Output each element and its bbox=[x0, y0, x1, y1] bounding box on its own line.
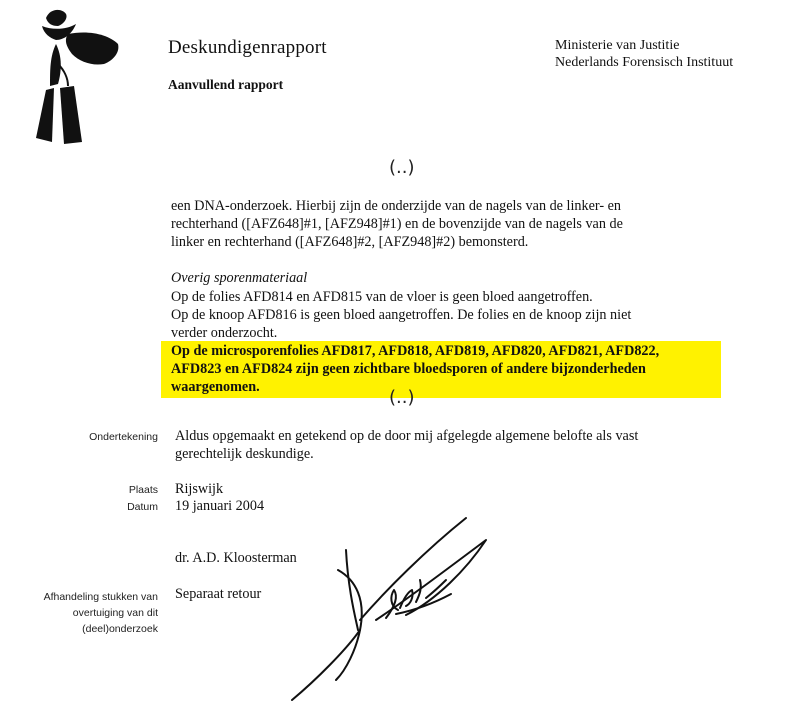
document-title: Deskundigenrapport bbox=[168, 37, 327, 58]
text-line: verder onderzocht. bbox=[171, 325, 278, 341]
paragraph-dna bbox=[171, 197, 623, 251]
text-line: AFD823 en AFD824 zijn geen zichtbare bloedsporen of andere bijzonderheden bbox=[171, 361, 646, 377]
omission-marker-bottom: (..) bbox=[389, 387, 415, 408]
org-line-institute: Nederlands Forensisch Instituut bbox=[555, 55, 734, 70]
signature-icon bbox=[286, 510, 516, 707]
afhandeling-label bbox=[44, 589, 158, 637]
paragraph-folies: Op de folies AFD814 en AFD815 van de vloer is geen bloed aangetroffen. bbox=[171, 289, 593, 305]
nfi-logo-icon bbox=[28, 4, 138, 154]
text-line: Op de microsporenfolies AFD817, AFD818, AFD819, AFD820, AFD821, AFD822, bbox=[171, 343, 660, 359]
datum-label: Datum bbox=[127, 501, 158, 513]
text-line: een DNA-onderzoek. Hierbij zijn de onderzijde van de nagels van de linker- en bbox=[171, 198, 621, 214]
document-subtitle: Aanvullend rapport bbox=[168, 77, 284, 92]
signatory-name: dr. A.D. Kloosterman bbox=[175, 550, 297, 566]
label-line: overtuiging van dit bbox=[72, 607, 158, 619]
text-line: waargenomen. bbox=[171, 379, 260, 395]
section-heading: Overig sporenmateriaal bbox=[171, 270, 308, 286]
omission-marker-top: (..) bbox=[389, 157, 415, 178]
paragraph-microsporen-highlighted bbox=[171, 342, 659, 396]
ondertekening-value bbox=[175, 427, 638, 463]
afhandeling-value: Separaat retour bbox=[175, 586, 262, 602]
datum-value: 19 januari 2004 bbox=[175, 498, 265, 514]
paragraph-knoop bbox=[171, 306, 631, 342]
organization-block bbox=[555, 37, 733, 71]
text-line: linker en rechterhand ([AFZ648]#2, [AFZ948]#2) bemonsterd. bbox=[171, 234, 529, 250]
plaats-label: Plaats bbox=[128, 484, 158, 496]
org-line-ministry: Ministerie van Justitie bbox=[555, 38, 680, 53]
text-line: gerechtelijk deskundige. bbox=[175, 446, 314, 462]
plaats-value: Rijswijk bbox=[175, 481, 224, 497]
label-line: (deel)onderzoek bbox=[82, 623, 158, 635]
text-line: rechterhand ([AFZ648]#1, [AFZ948]#1) en de bovenzijde van de nagels van de bbox=[171, 216, 623, 232]
text-line: Aldus opgemaakt en getekend op de door mij afgelegde algemene belofte als vast bbox=[175, 428, 639, 444]
ondertekening-label: Ondertekening bbox=[89, 431, 158, 443]
label-line: Afhandeling stukken van bbox=[43, 591, 158, 603]
text-line: Op de knoop AFD816 is geen bloed aangetroffen. De folies en de knoop zijn niet bbox=[171, 307, 632, 323]
